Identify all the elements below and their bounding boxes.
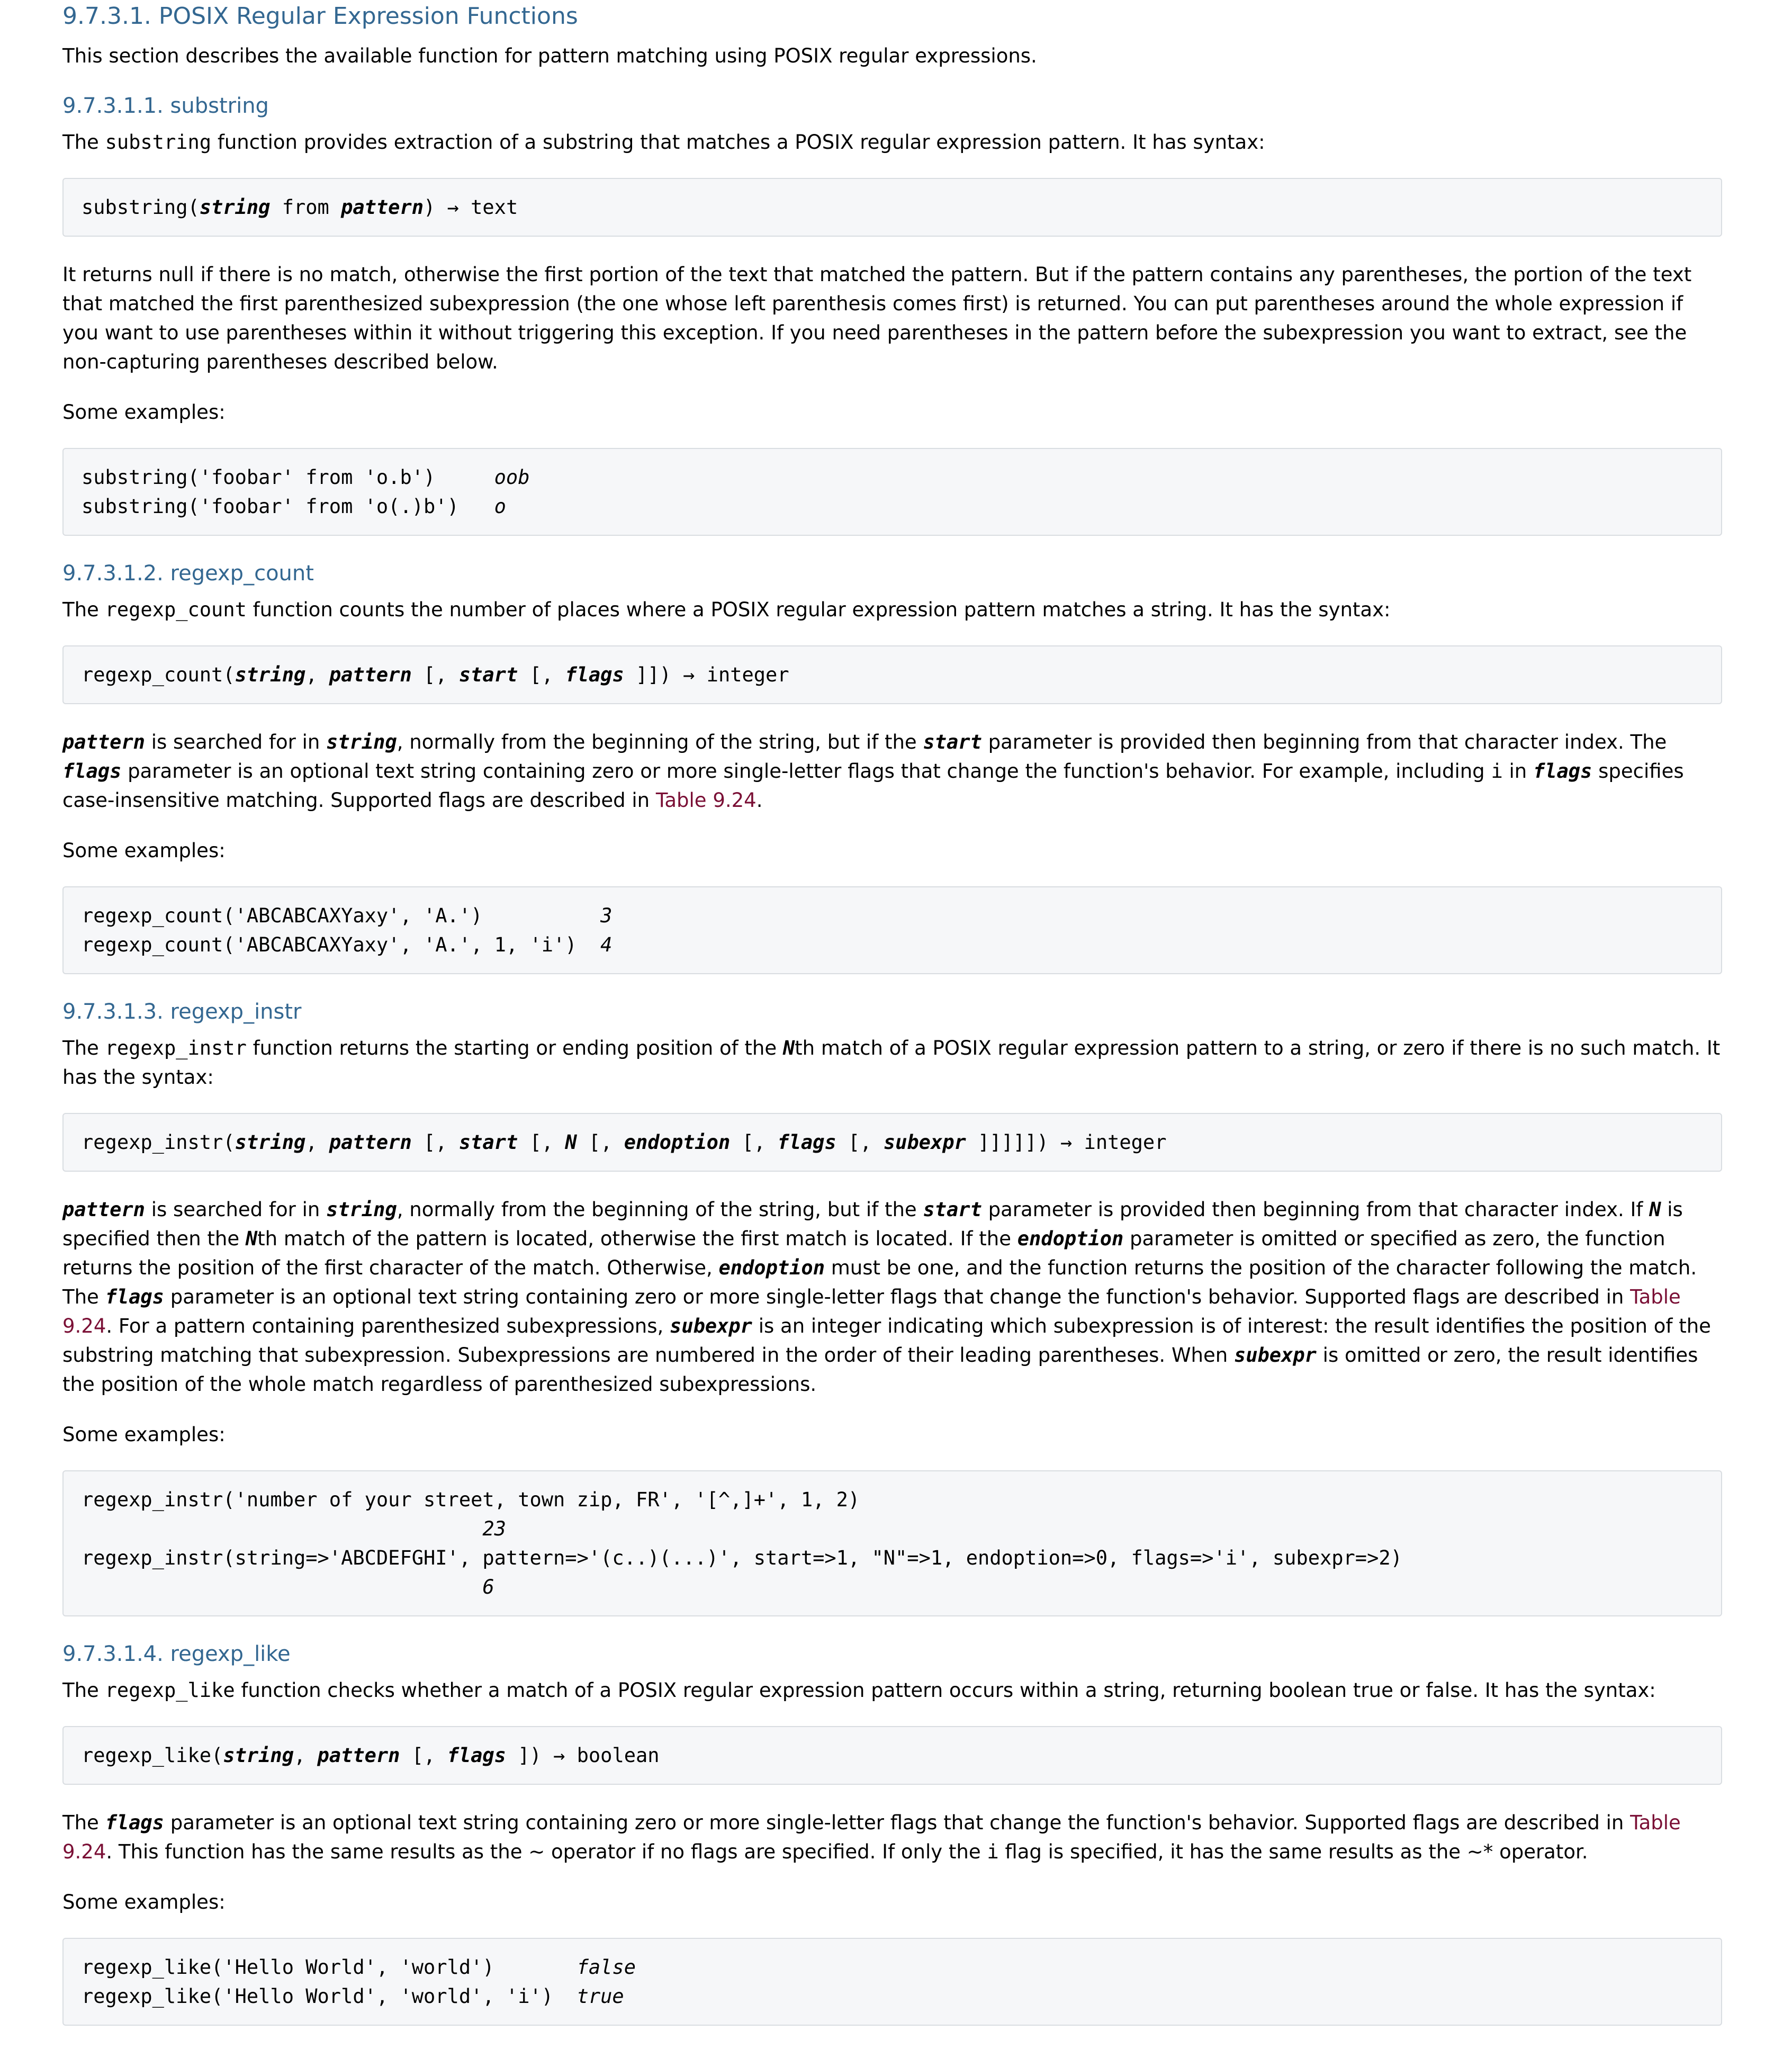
param-pattern: pattern — [329, 663, 412, 686]
param-string: string — [235, 663, 306, 686]
param-string: string — [199, 196, 271, 219]
param-flags: flags — [565, 663, 624, 686]
regexp-like-body: The flags parameter is an optional text string containing zero or more single-letter flags that change the function's behavior. Supported flags are described in Table 9.24. This function has the same results as the ~ operator if no flags are specified. If only the i flag is specified, it has the same results as the ~* operator. — [62, 1811, 1681, 1863]
param-n: N — [565, 1131, 577, 1154]
regexp-count-code: regexp_count — [105, 598, 247, 621]
param-string: string — [235, 1131, 306, 1154]
regexp-count-description: The regexp_count function counts the number of places where a POSIX regular expression pattern matches a string. It has the syntax: — [62, 598, 1391, 621]
param-start: start — [458, 663, 518, 686]
regexp-count-syntax: regexp_count(string, pattern [, start [, flags ]]) → integer — [62, 645, 1722, 704]
example-row: regexp_instr(string=>'ABCDEFGHI', pattern=>'(c..)(...)', start=>1, "N"=>1, endoption=>0, flags=>'i', subexpr=>2) — [82, 1547, 1402, 1569]
regexp-count-examples — [62, 886, 1722, 974]
example-result: o — [494, 495, 506, 518]
example-result: 6 — [482, 1576, 494, 1598]
regexp-instr-examples-label: Some examples: — [62, 1423, 226, 1446]
example-result: 3 — [600, 904, 613, 927]
regexp-count-body: pattern is searched for in string, normally from the beginning of the string, but if the start parameter is provided then beginning from that character index. The flags parameter is an optional text string containing zero or more single-letter flags that change the function's behavior. For example, including i in flags specifies case-insensitive matching. Supported flags are described in Table 9.24. — [62, 731, 1684, 812]
param-string: string — [223, 1744, 294, 1767]
regexp-count-heading: 9.7.3.1.2. regexp_count — [62, 561, 314, 586]
substring-body: It returns null if there is no match, otherwise the first portion of the text that matched the pattern. But if the pattern contains any parentheses, the portion of the text that matched the first parenthesized subexpression (the one whose left parenthesis comes first) is returned. You can put parentheses around the whole expression if you want to use parentheses within it without triggering this exception. If you need parentheses in the pattern before the subexpression you want to extract, see the non-capturing parentheses described below. — [62, 263, 1692, 373]
param-subexpr: subexpr — [883, 1131, 966, 1154]
regexp-like-heading: 9.7.3.1.4. regexp_like — [62, 1642, 291, 1666]
param-start: start — [458, 1131, 518, 1154]
section-intro: This section describes the available function for pattern matching using POSIX regular expressions. — [62, 44, 1037, 67]
section-heading: 9.7.3.1. POSIX Regular Expression Functions — [62, 3, 578, 30]
substring-examples-label: Some examples: — [62, 401, 226, 424]
param-pattern: pattern — [317, 1744, 400, 1767]
substring-code: substring — [105, 131, 212, 154]
regexp-like-syntax: regexp_like(string, pattern [, flags ]) → boolean — [62, 1726, 1722, 1785]
table-9-24-link[interactable]: Table 9.24 — [62, 1286, 1681, 1337]
regexp-like-examples-label: Some examples: — [62, 1891, 226, 1913]
regexp-count-examples-label: Some examples: — [62, 839, 226, 862]
content — [62, 0, 1722, 2049]
regexp-instr-code: regexp_instr — [105, 1037, 247, 1059]
param-flags: flags — [777, 1131, 836, 1154]
example-result: true — [577, 1985, 624, 2008]
example-row: regexp_count('ABCABCAXYaxy', 'A.', 1, 'i') 4 — [82, 930, 1703, 959]
regexp-instr-syntax: regexp_instr(string, pattern [, start [, N [, endoption [, flags [, subexpr ]]]]]) → integer — [62, 1113, 1722, 1172]
example-result: 23 — [482, 1517, 506, 1540]
example-result-row — [82, 1572, 1703, 1602]
example-result: oob — [494, 466, 530, 489]
example-row: regexp_instr('number of your street, town zip, FR', '[^,]+', 1, 2) — [82, 1488, 860, 1511]
param-flags: flags — [447, 1744, 506, 1767]
example-result: 4 — [600, 933, 613, 956]
substring-examples — [62, 448, 1722, 536]
param-endoption: endoption — [624, 1131, 731, 1154]
param-pattern: pattern — [341, 196, 424, 219]
table-9-24-link[interactable]: Table 9.24 — [62, 1811, 1681, 1863]
example-row: substring('foobar' from 'o.b') oob — [82, 463, 1703, 492]
regexp-instr-examples — [62, 1470, 1722, 1616]
example-result-row — [82, 1514, 1703, 1543]
regexp-instr-body: pattern is searched for in string, normally from the beginning of the string, but if the start parameter is provided then beginning from that character index. If N is specified then the Nth match of the pattern is located, otherwise the first match is located. If the endoption parameter is omitted or specified as zero, the function returns the position of the first character of the match. Otherwise, endoption must be one, and the function returns the position of the character following the match. The flags parameter is an optional text string containing zero or more single-letter flags that change the function's behavior. Supported flags are described in Table 9.24. For a pattern containing parenthesized subexpressions, subexpr is an integer indicating which subexpression is of interest: the result identifies the position of the substring matching that subexpression. Subexpressions are numbered in the order of their leading parentheses. When subexpr is omitted or zero, the result identifies the position of the whole match regardless of parenthesized subexpressions. — [62, 1198, 1711, 1396]
param-pattern: pattern — [329, 1131, 412, 1154]
regexp-instr-description: The regexp_instr function returns the starting or ending position of the Nth match of a POSIX regular expression pattern to a string, or zero if there is no such match. It has the syntax: — [62, 1037, 1721, 1089]
substring-description: The substring function provides extraction of a substring that matches a POSIX regular expression pattern. It has syntax: — [62, 131, 1265, 154]
regexp-like-description: The regexp_like function checks whether a match of a POSIX regular expression pattern occurs within a string, returning boolean true or false. It has the syntax: — [62, 1679, 1656, 1702]
example-result: false — [577, 1956, 636, 1979]
substring-heading: 9.7.3.1.1. substring — [62, 94, 269, 118]
example-row: regexp_count('ABCABCAXYaxy', 'A.') 3 — [82, 901, 1703, 930]
regexp-like-code: regexp_like — [105, 1679, 235, 1702]
regexp-instr-heading: 9.7.3.1.3. regexp_instr — [62, 1000, 302, 1024]
table-9-24-link[interactable]: Table 9.24 — [655, 789, 757, 812]
substring-syntax: substring(string from pattern) → text — [62, 178, 1722, 237]
example-row: regexp_like('Hello World', 'world', 'i') true — [82, 1982, 1703, 2011]
example-row: substring('foobar' from 'o(.)b') o — [82, 492, 1703, 521]
regexp-like-examples — [62, 1938, 1722, 2026]
example-row: regexp_like('Hello World', 'world') false — [82, 1953, 1703, 1982]
